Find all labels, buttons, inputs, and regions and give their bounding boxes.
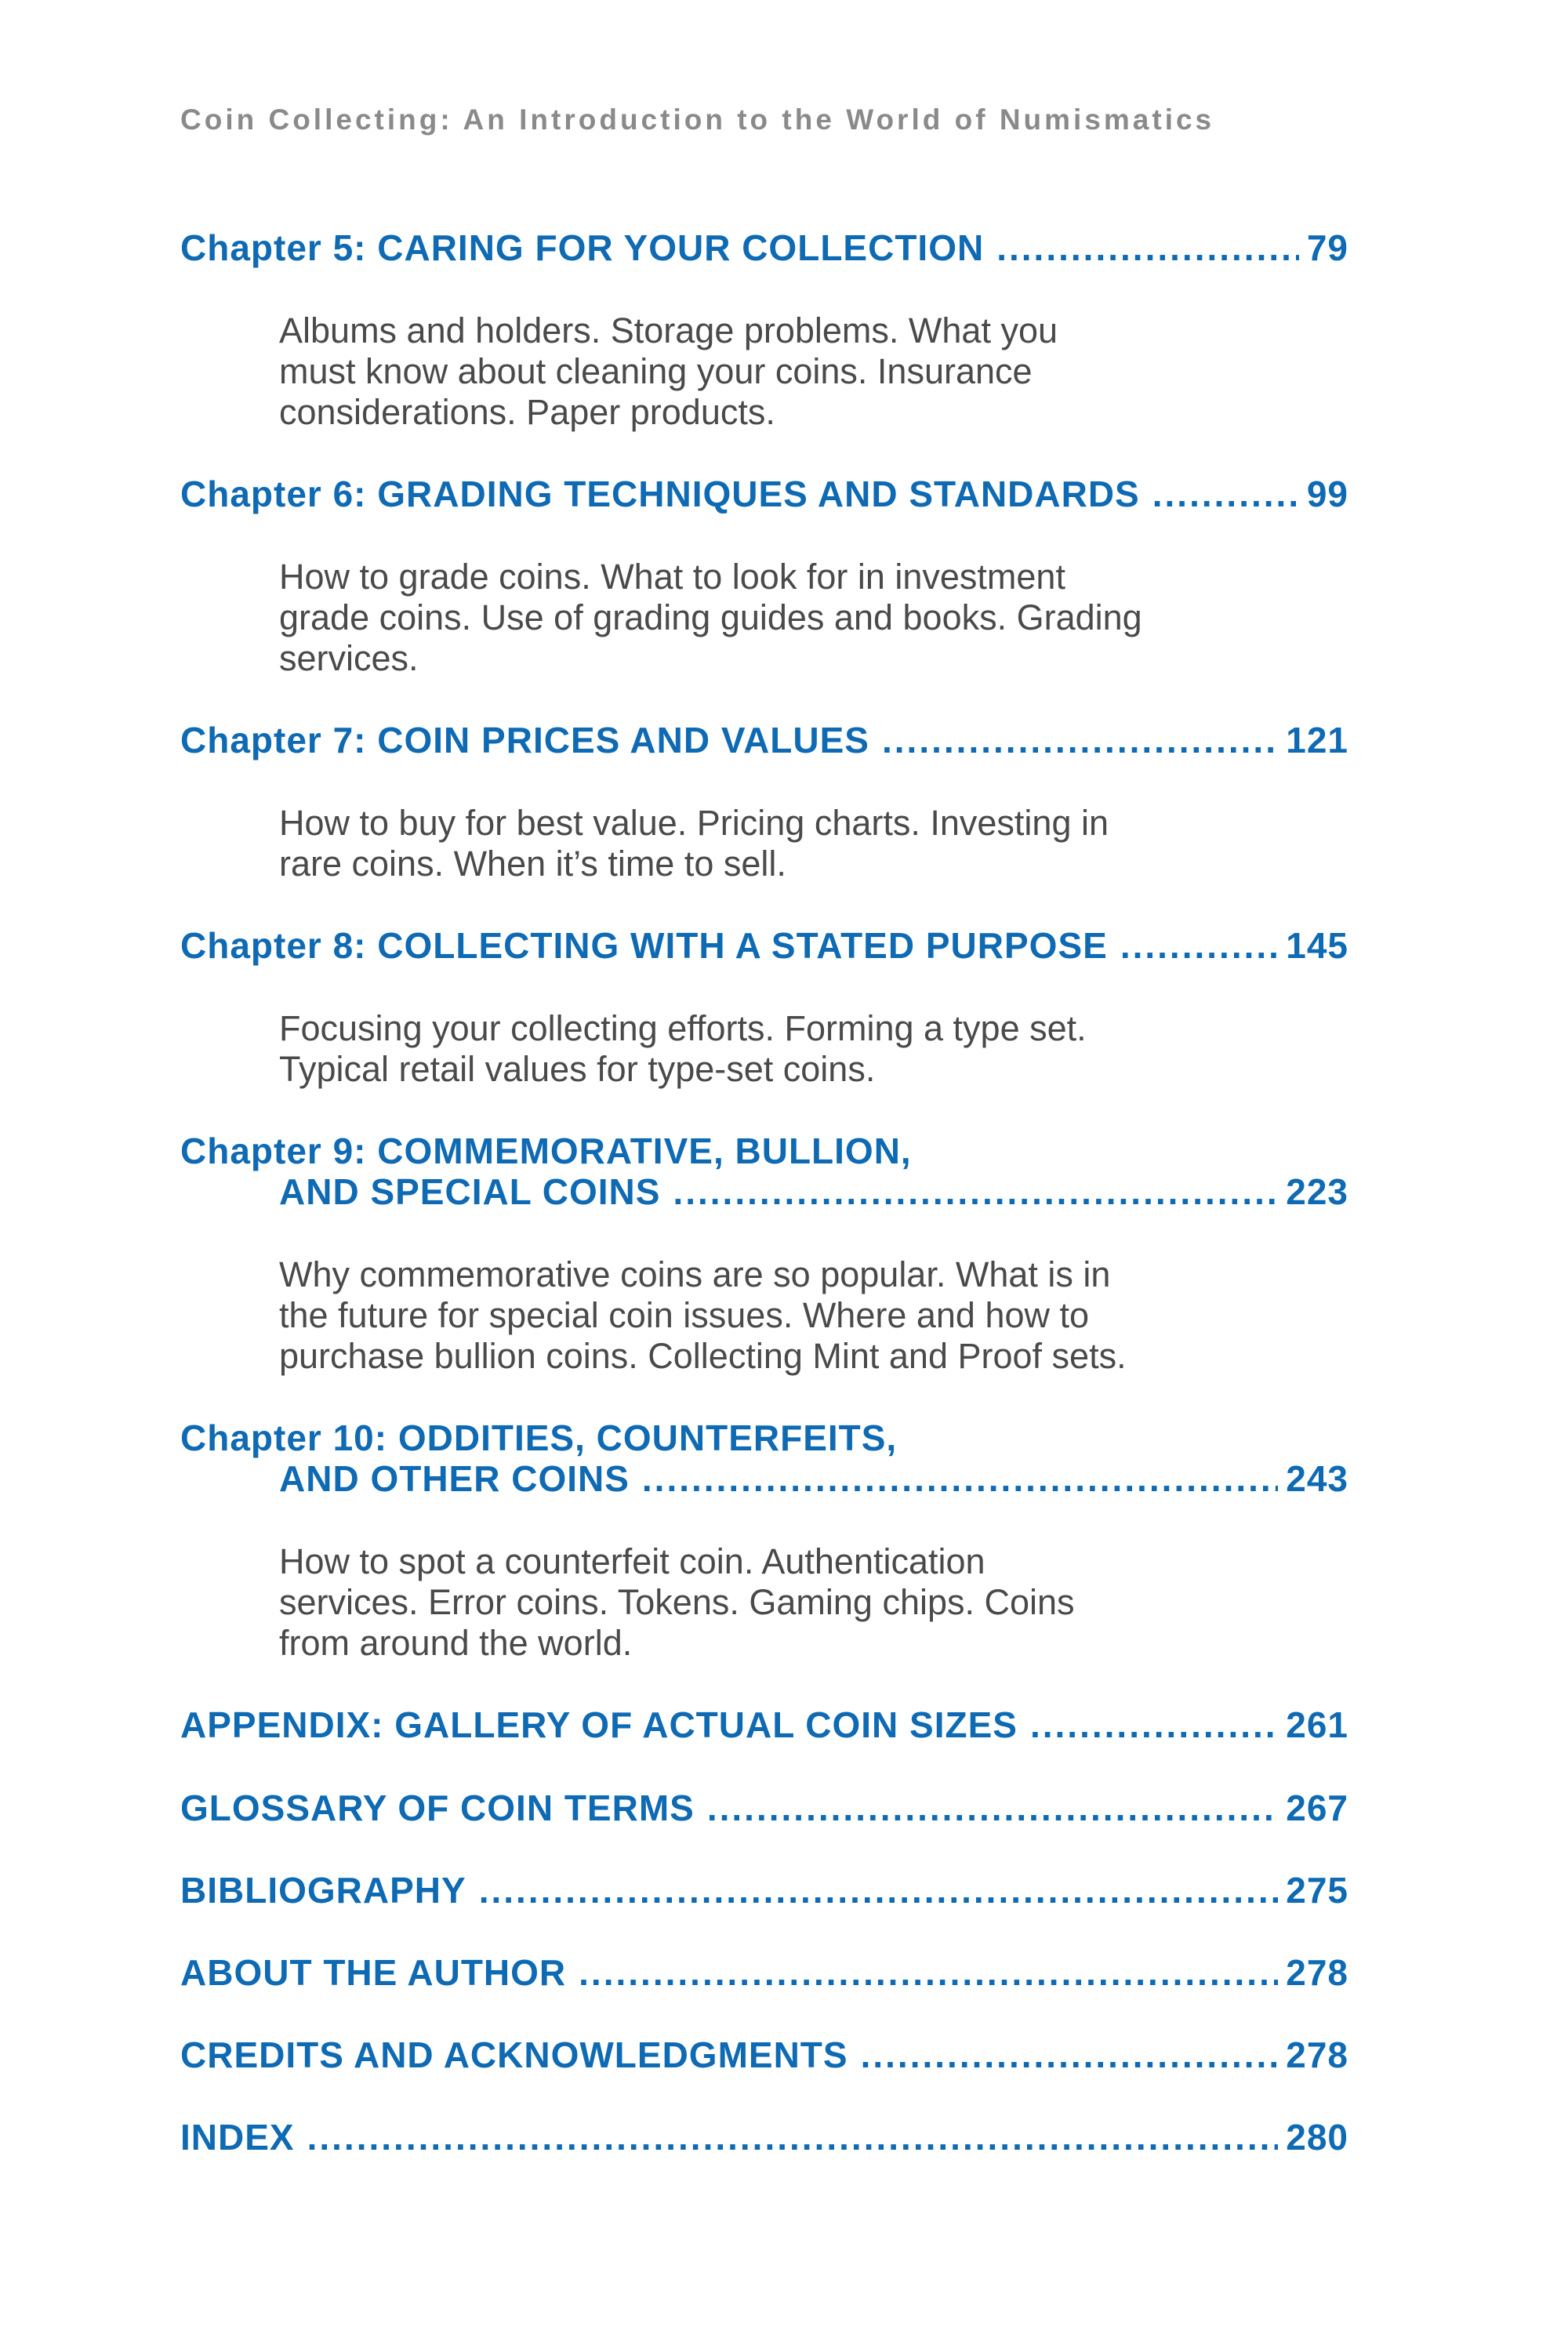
dot-leader [861,2034,1279,2075]
toc-entry-chapter-5[interactable] [180,227,1348,268]
toc-entry-chapter-9[interactable] [180,1131,1348,1212]
toc-entry-chapter-6[interactable] [180,474,1348,514]
dot-leader [673,1171,1278,1212]
toc-entry-description: How to buy for best value. Pricing charts. Investing in rare coins. When it’s time to sell. [279,803,1109,884]
page-number: 99 [1306,474,1348,514]
page-number: 145 [1286,925,1348,966]
toc-entry-description: Focusing your collecting efforts. Forming a type set. Typical retail values for type-set coins. [279,1008,1087,1089]
toc-entry-title: INDEX [180,2117,295,2158]
toc-entry-title: Chapter 5: CARING FOR YOUR COLLECTION [180,227,985,268]
toc-entry-title-continued: AND OTHER COINS [279,1458,630,1499]
page-number: 243 [1286,1458,1348,1499]
toc-entry-title: CREDITS AND ACKNOWLEDGMENTS [180,2034,848,2075]
dot-leader [996,227,1299,268]
dot-leader [1120,925,1278,966]
toc-entry-title-continued: AND SPECIAL COINS [279,1171,661,1212]
toc-entry-bibliography[interactable] [180,1870,1348,1911]
dot-leader [1152,474,1299,514]
toc-entry-title: Chapter 9: COMMEMORATIVE, BULLION, [180,1131,912,1171]
page-number: 79 [1306,227,1348,268]
toc-entry-glossary[interactable] [180,1788,1348,1828]
toc-entry-title: GLOSSARY OF COIN TERMS [180,1788,695,1828]
page-number: 121 [1286,720,1348,760]
toc-entry-index[interactable] [180,2117,1348,2158]
toc-entry-chapter-10[interactable] [180,1417,1348,1499]
page-number: 275 [1286,1870,1348,1911]
dot-leader [1030,1704,1278,1745]
page-number: 278 [1286,1952,1348,1993]
page-number: 278 [1286,2034,1348,2075]
toc-entry-title: Chapter 6: GRADING TECHNIQUES AND STANDARDS [180,474,1140,514]
toc-entry-description: How to grade coins. What to look for in investment grade coins. Use of grading guides and books. Grading services. [279,557,1142,678]
page-number: 261 [1286,1704,1348,1745]
toc-entry-title: Chapter 7: COIN PRICES AND VALUES [180,720,869,760]
toc-entry-title: ABOUT THE AUTHOR [180,1952,567,1993]
page-number: 280 [1286,2117,1348,2158]
toc-entry-title: Chapter 10: ODDITIES, COUNTERFEITS, [180,1417,898,1458]
dot-leader [642,1458,1278,1499]
dot-leader [882,720,1278,760]
page-number: 223 [1286,1171,1348,1212]
dot-leader [479,1870,1279,1911]
toc-entry-title: APPENDIX: GALLERY OF ACTUAL COIN SIZES [180,1704,1018,1745]
dot-leader [579,1952,1278,1993]
running-head: Coin Collecting: An Introduction to the World of Numismatics [180,103,1215,136]
toc-entry-credits[interactable] [180,2034,1348,2075]
toc-entry-description: How to spot a counterfeit coin. Authentication services. Error coins. Tokens. Gaming chips. Coins from around the world. [279,1541,1075,1663]
page-number: 267 [1286,1788,1348,1828]
toc-entry-appendix[interactable] [180,1704,1348,1745]
toc-entry-description: Why commemorative coins are so popular. What is in the future for special coin issues. Where and how to purchase bullion coins. Collecting Mint and Proof sets. [279,1254,1127,1376]
toc-entry-description: Albums and holders. Storage problems. What you must know about cleaning your coins. Insurance considerations. Paper products. [279,310,1058,432]
dot-leader [707,1788,1278,1828]
toc-entry-title: Chapter 8: COLLECTING WITH A STATED PURPOSE [180,925,1108,966]
toc-entry-title: BIBLIOGRAPHY [180,1870,466,1911]
dot-leader [307,2117,1279,2158]
toc-entry-chapter-8[interactable] [180,925,1348,966]
toc-page [180,0,1348,2352]
toc-entry-chapter-7[interactable] [180,720,1348,760]
toc-entry-about-the-author[interactable] [180,1952,1348,1993]
